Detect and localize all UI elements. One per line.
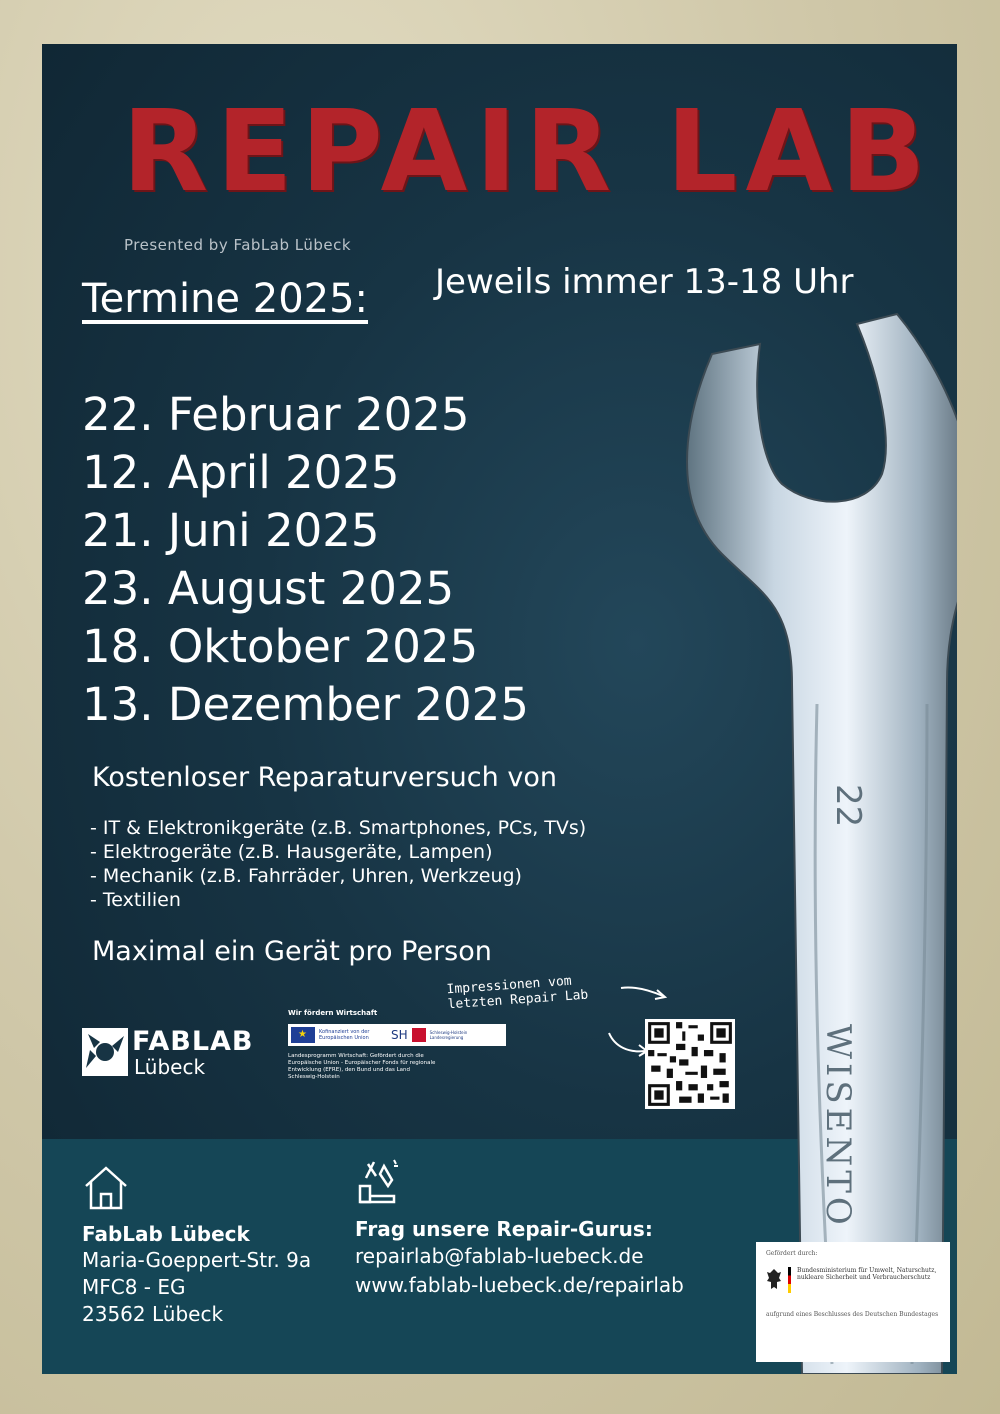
- date-item: 12. April 2025: [82, 446, 400, 499]
- service-list: [90, 816, 586, 912]
- eu-flag-icon: [291, 1027, 315, 1043]
- bundesadler-icon: [766, 1267, 782, 1293]
- wrench-image: [642, 304, 957, 1374]
- funding-block: [288, 1009, 513, 1081]
- sponsor-decision: aufgrund eines Beschlusses des Deutschen Bundestages: [766, 1311, 939, 1318]
- schedule-heading: Termine 2025:: [82, 276, 369, 322]
- fablab-logo-icon: [82, 1028, 128, 1076]
- wrench-brand-label: WISENTO: [818, 1024, 858, 1229]
- date-item: 21. Juni 2025: [82, 504, 380, 557]
- address-line: MFC8 - EG: [82, 1275, 186, 1299]
- repair-tools-icon: [354, 1156, 402, 1208]
- ministry-sponsor-box: [756, 1242, 950, 1362]
- wrench-size-label: 22: [828, 784, 868, 828]
- service-item: - Elektrogeräte (z.B. Hausgeräte, Lampen): [90, 841, 493, 863]
- contact-heading: Frag unsere Repair-Gurus:: [355, 1217, 653, 1241]
- arrow-icon: [619, 982, 669, 1002]
- date-item: 23. August 2025: [82, 562, 455, 615]
- service-item: - Mechanik (z.B. Fahrräder, Uhren, Werkzeug): [90, 865, 522, 887]
- fablab-logo-word: FABLAB: [132, 1026, 254, 1057]
- address-line: 23562 Lübeck: [82, 1302, 224, 1326]
- date-item: 18. Oktober 2025: [82, 620, 479, 673]
- sh-crest-icon: [412, 1028, 426, 1042]
- opening-hours: Jeweils immer 13-18 Uhr: [435, 262, 854, 302]
- address-lines: [82, 1247, 311, 1328]
- contact-lines: [355, 1242, 684, 1300]
- eu-label: Kofinanziert von der Europäischen Union: [319, 1029, 370, 1041]
- fablab-logo: [82, 1028, 282, 1080]
- service-item: - IT & Elektronikgeräte (z.B. Smartphones, PCs, TVs): [90, 817, 587, 839]
- funding-heading: Wir fördern Wirtschaft: [288, 1009, 378, 1017]
- sponsor-row: [766, 1267, 940, 1293]
- contact-website-link[interactable]: www.fablab-luebeck.de/repairlab: [355, 1273, 684, 1297]
- poster: [42, 44, 957, 1374]
- address-name: FabLab Lübeck: [82, 1222, 250, 1246]
- date-list: [82, 386, 529, 734]
- date-item: 13. Dezember 2025: [82, 678, 529, 731]
- sponsor-ministry: Bundesministerium für Umwelt, Naturschutz, nukleare Sicherheit und Verbraucherschutz: [797, 1267, 937, 1281]
- qr-code[interactable]: [645, 1019, 735, 1109]
- repair-intro: Kostenloser Reparaturversuch von: [92, 762, 557, 793]
- device-limit: Maximal ein Gerät pro Person: [92, 936, 492, 967]
- address-line: Maria-Goeppert-Str. 9a: [82, 1248, 312, 1272]
- german-flag-bar: [788, 1267, 791, 1293]
- presented-by: Presented by FabLab Lübeck: [124, 236, 352, 254]
- sh-label: SH: [391, 1028, 408, 1042]
- poster-title: REPAIR LAB: [122, 87, 934, 217]
- qr-note: Impressionen vom letzten Repair Lab: [446, 973, 589, 1013]
- sh-note: Schleswig-Holstein Landesregierung: [429, 1030, 468, 1040]
- contact-email-link[interactable]: repairlab@fablab-luebeck.de: [355, 1244, 644, 1268]
- sponsor-supported-by: Gefördert durch:: [766, 1250, 818, 1257]
- funding-logos: [288, 1024, 506, 1046]
- date-item: 22. Februar 2025: [82, 388, 470, 441]
- house-icon: [82, 1162, 130, 1212]
- fablab-logo-city: Lübeck: [134, 1055, 206, 1079]
- service-item: - Textilien: [90, 889, 181, 911]
- funding-body: Landesprogramm Wirtschaft: Gefördert durch die Europäische Union - Europäischer Fonds für regionale Entwicklung (EFRE), den Bund und das Land Schleswig-Holstein: [288, 1053, 436, 1080]
